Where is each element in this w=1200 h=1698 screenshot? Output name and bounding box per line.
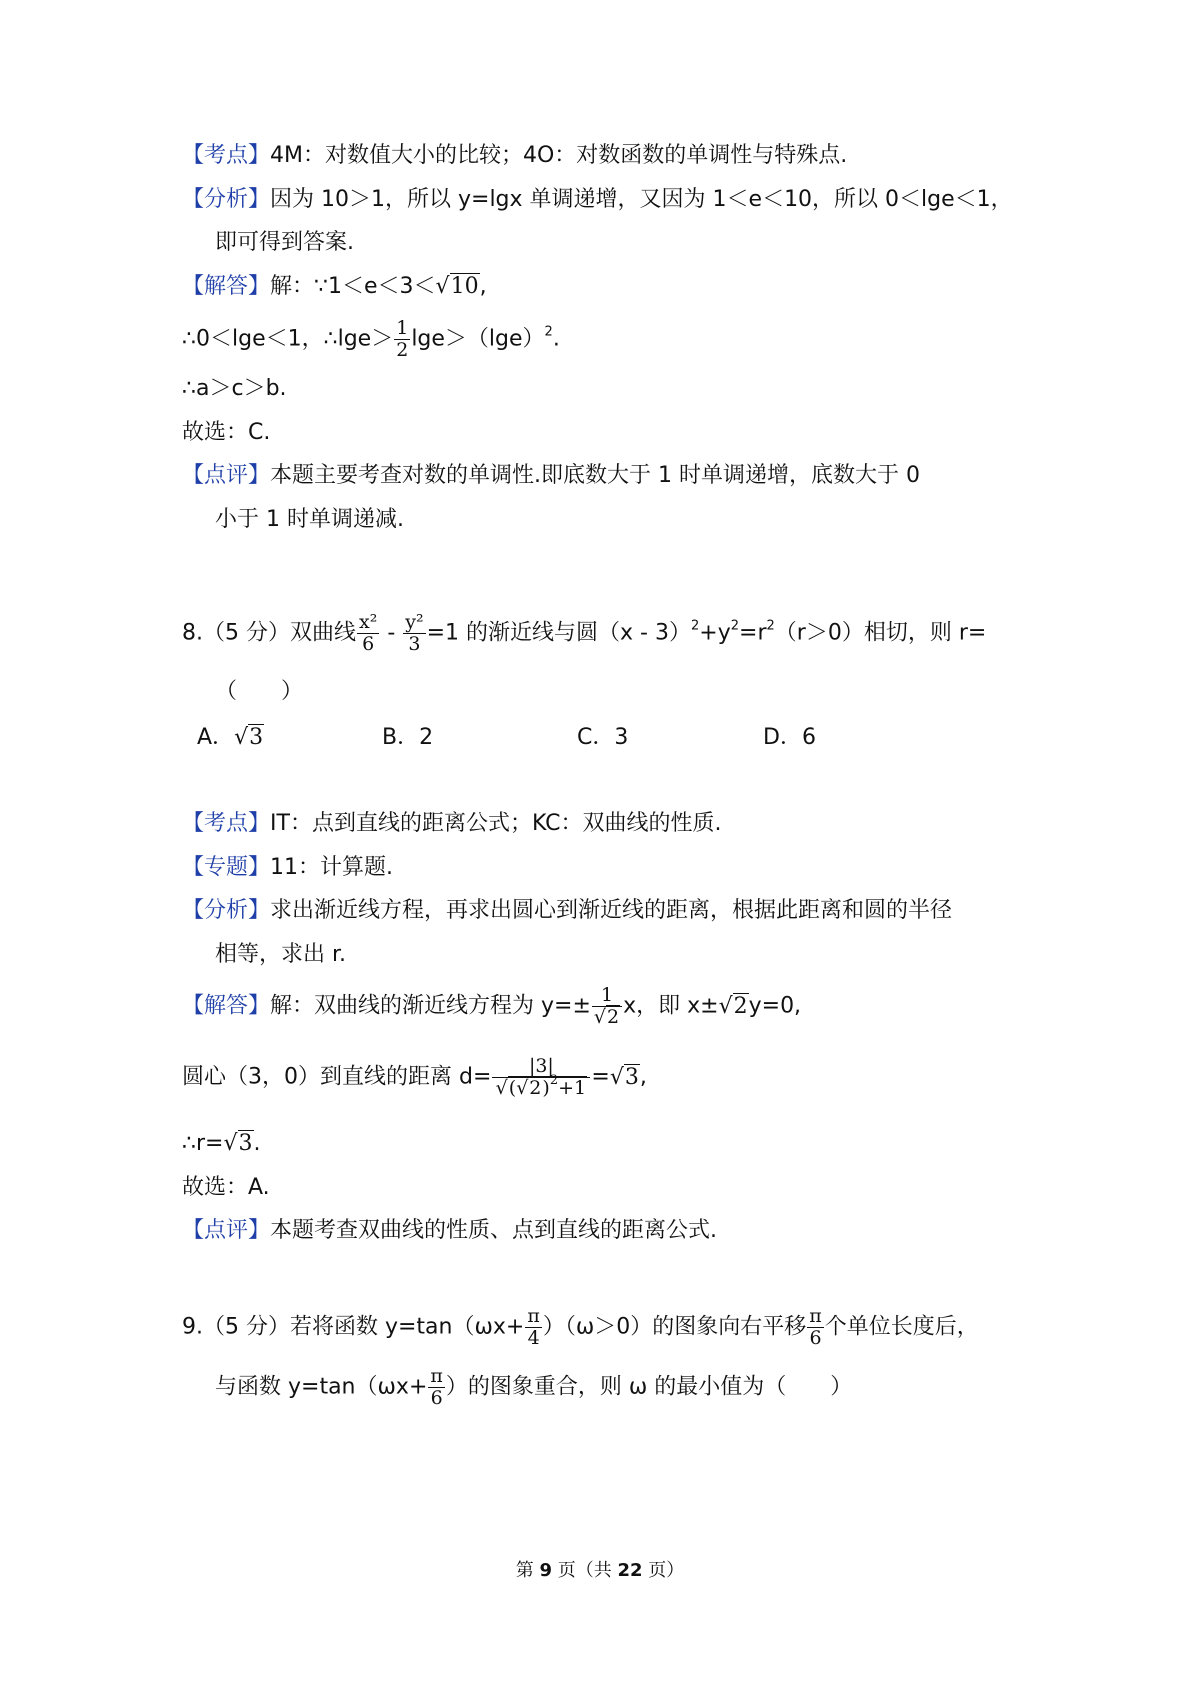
sqrt-3: √3 (234, 725, 264, 750)
q8-choice: 故选：A. (182, 1175, 270, 1200)
option-c: C．3 (577, 725, 629, 750)
page-footer: 第 9 页（共 22 页） (515, 1560, 685, 1581)
jieda-text: 解：∵1＜e＜3＜ (270, 274, 436, 299)
fraction-y2-3: $\frac{\text{y²}}{3}$ (405, 611, 424, 655)
sqrt-2: √2 (718, 993, 748, 1019)
dianping-text: 本题主要考查对数的单调性.即底数大于 1 时单调递增，底数大于 0 (270, 463, 920, 488)
q7-dianping-line (182, 461, 920, 491)
q7-fenxi-line (182, 185, 1013, 215)
q8-fenxi-line2: 相等，求出 r. (215, 942, 347, 967)
q7-jieda-line: 【解答】解：∵1＜e＜3＜√10, (182, 272, 487, 302)
q8-kaodian-line: 【考点】IT：点到直线的距离公式；KC：双曲线的性质. (182, 811, 722, 836)
fraction-distance: $\frac{|3|}{√(√2)^2+1}$ (492, 1056, 590, 1099)
jieda-tag: 【解答】 (182, 274, 271, 299)
sqrt-3: √3 (609, 1064, 639, 1090)
fraction-half: $\frac{1}{2}$ (396, 317, 409, 361)
kaodian-tag: 【考点】 (182, 143, 271, 168)
q9-stem-line2: 与函数 y=tan（ωx+ $\frac{\pi}{6}$ ）的图象重合，则 ω 的最小值为（ ） (215, 1365, 853, 1409)
sqrt-10: √10 (435, 274, 479, 299)
dianping-tag: 【点评】 (182, 463, 271, 488)
dianping-tag: 【点评】 (182, 1218, 271, 1243)
fraction-pi-6: $\frac{\pi}{6}$ (809, 1305, 822, 1349)
q8-stem: 8.（5 分）双曲线 $\frac{\text{x²}}{6}$ - $\frac{\text{y²}}{3}$ =1 的渐近线与圆$(x - 3)^2+y^2=r^2(r>0)$相切，则 r= (182, 611, 987, 655)
kaodian-tag: 【考点】 (182, 811, 271, 836)
q7-kaodian-line (182, 141, 847, 171)
fraction-pi-4: $\frac{\pi}{4}$ (527, 1305, 540, 1349)
q8-dianping-line: 【点评】本题考查双曲线的性质、点到直线的距离公式. (182, 1218, 718, 1243)
q8-distance-line: 圆心（3，0）到直线的距离 d= $\frac{|3|}{√(√2)^2+1}$ =√3, (182, 1055, 647, 1099)
q8-result: ∴r=√3. (182, 1129, 261, 1159)
q8-zhuanti-line: 【专题】11：计算题. (182, 855, 394, 880)
fraction-pi-6: $\frac{\pi}{6}$ (430, 1365, 443, 1409)
fenxi-tag: 【分析】 (182, 898, 271, 923)
zhuanti-tag: 【专题】 (182, 855, 271, 880)
kaodian-text: 4M：对数值大小的比较；4O：对数函数的单调性与特殊点. (270, 143, 848, 168)
q7-dianping-line2: 小于 1 时单调递减. (215, 507, 404, 532)
jieda-tag: 【解答】 (182, 993, 271, 1019)
page-number: 9 (539, 1560, 552, 1581)
fenxi-text: 因为 10＞1，所以 y=lgx 单调递增，又因为 1＜e＜10，所以 0＜lge＜1， (270, 187, 1013, 212)
q8-fenxi-line: 【分析】求出渐近线方程，再求出圆心到渐近线的距离，根据此距离和圆的半径 (182, 898, 953, 923)
fenxi-tag: 【分析】 (182, 187, 271, 212)
option-d: D．6 (763, 725, 816, 750)
sqrt-3: √3 (223, 1131, 253, 1156)
option-a: A．√3 (197, 723, 264, 753)
q8-jieda-line: 【解答】解：双曲线的渐近线方程为 y=± $\frac{1}{√2}$ x，即 x±√2y=0, (182, 984, 802, 1028)
q7-choice: 故选：C. (182, 420, 271, 445)
q7-line2: ∴0＜lge＜1，∴lge＞ $\frac{1}{2}$ $\lg e>(\lg e)^2$. (182, 317, 560, 361)
q9-stem: 9.（5 分）若将函数 y=tan（ωx+ $\frac{\pi}{4}$ ）（ω＞0）的图象向右平移 $\frac{\pi}{6}$ 个单位长度后， (182, 1305, 979, 1349)
q8-blank: （ ） (215, 679, 304, 704)
option-b: B．2 (382, 725, 434, 750)
q7-fenxi-line2: 即可得到答案. (215, 230, 354, 255)
q7-line3: ∴a＞c＞b. (182, 376, 287, 401)
page-total: 22 (617, 1560, 643, 1581)
fraction-x2-6: $\frac{\text{x²}}{6}$ (358, 611, 378, 655)
fraction-1-sqrt2: $\frac{1}{√2}$ (592, 985, 622, 1028)
